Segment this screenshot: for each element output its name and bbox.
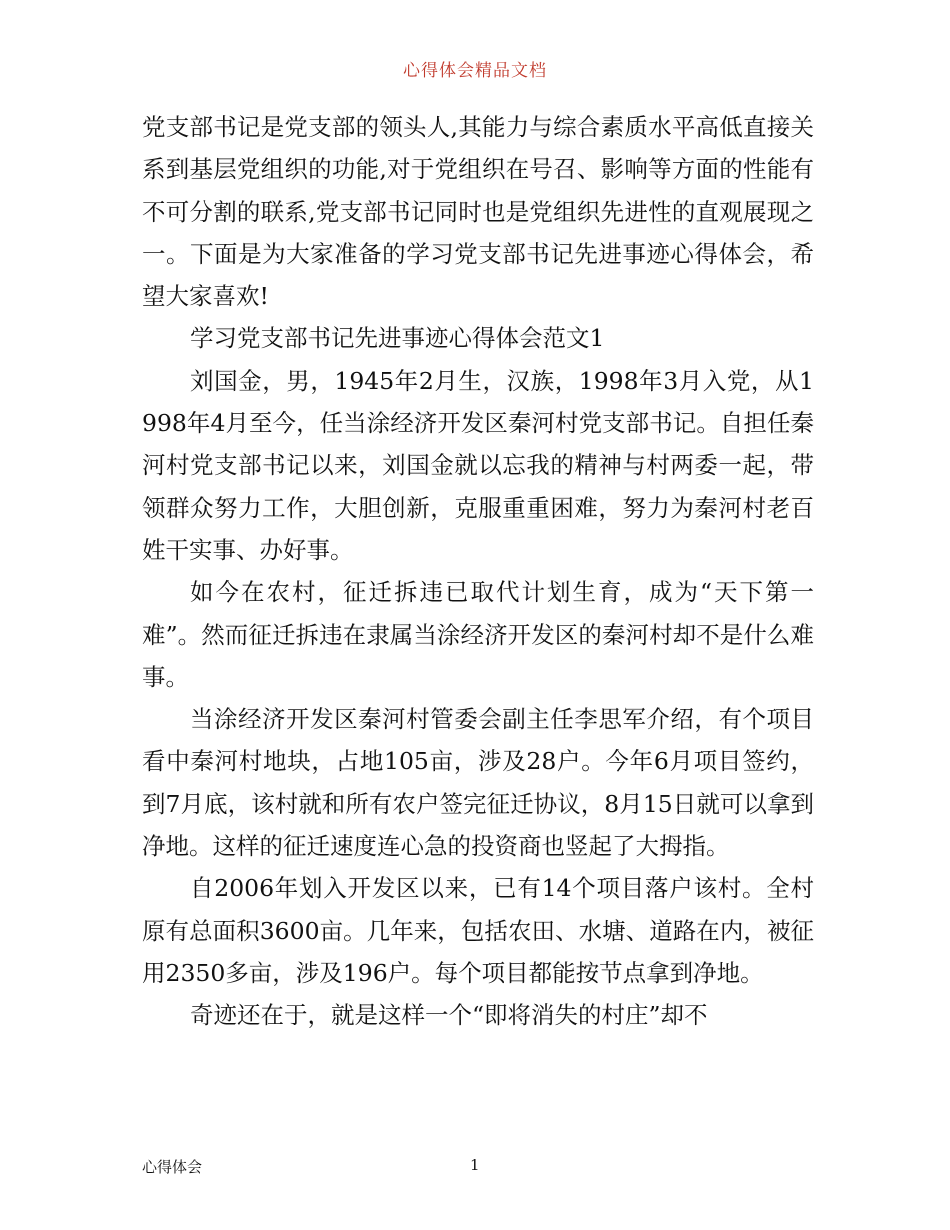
body-paragraph: 如今在农村，征迁拆违已取代计划生育，成为“天下第一难”。然而征迁拆违在隶属当涂经济开发区的秦河村却不是什么难事。 (142, 578, 814, 691)
body-paragraph: 当涂经济开发区秦河村管委会副主任李思军介绍，有个项目看中秦河村地块，占地105亩，涉及28户。今年6月项目签约，到7月底，该村就和所有农户签完征迁协议，8月15日就可以拿到净地。这样的征迁速度连心急的投资商也竖起了大拇指。 (142, 705, 814, 861)
section-heading: 学习党支部书记先进事迹心得体会范文1 (190, 324, 605, 353)
body-paragraph: 自2006年划入开发区以来，已有14个项目落户该村。全村原有总面积3600亩。几年来，包括农田、水塘、道路在内，被征用2350多亩，涉及196户。每个项目都能按节点拿到净地。 (142, 874, 814, 987)
intro-paragraph: 党支部书记是党支部的领头人,其能力与综合素质水平高低直接关系到基层党组织的功能,对于党组织在号召、影响等方面的性能有不可分割的联系,党支部书记同时也是党组织先进性的直观展现之一。下面是为大家准备的学习党支部书记先进事迹心得体会，希望大家喜欢! (142, 113, 814, 311)
page-header-title: 心得体会精品文档 (403, 61, 547, 81)
body-paragraph: 奇迹还在于，就是这样一个“即将消失的村庄”却不 (190, 1001, 708, 1030)
body-paragraph: 刘国金，男，1945年2月生，汉族，1998年3月入党，从1998年4月至今，任当涂经济开发区秦河村党支部书记。自担任秦河村党支部书记以来，刘国金就以忘我的精神与村两委一起，带领群众努力工作，大胆创新，克服重重困难，努力为秦河村老百姓干实事、办好事。 (142, 366, 814, 564)
footer-label: 心得体会 (142, 1158, 203, 1176)
document-body (142, 106, 814, 1037)
page-number: 1 (470, 1156, 480, 1174)
